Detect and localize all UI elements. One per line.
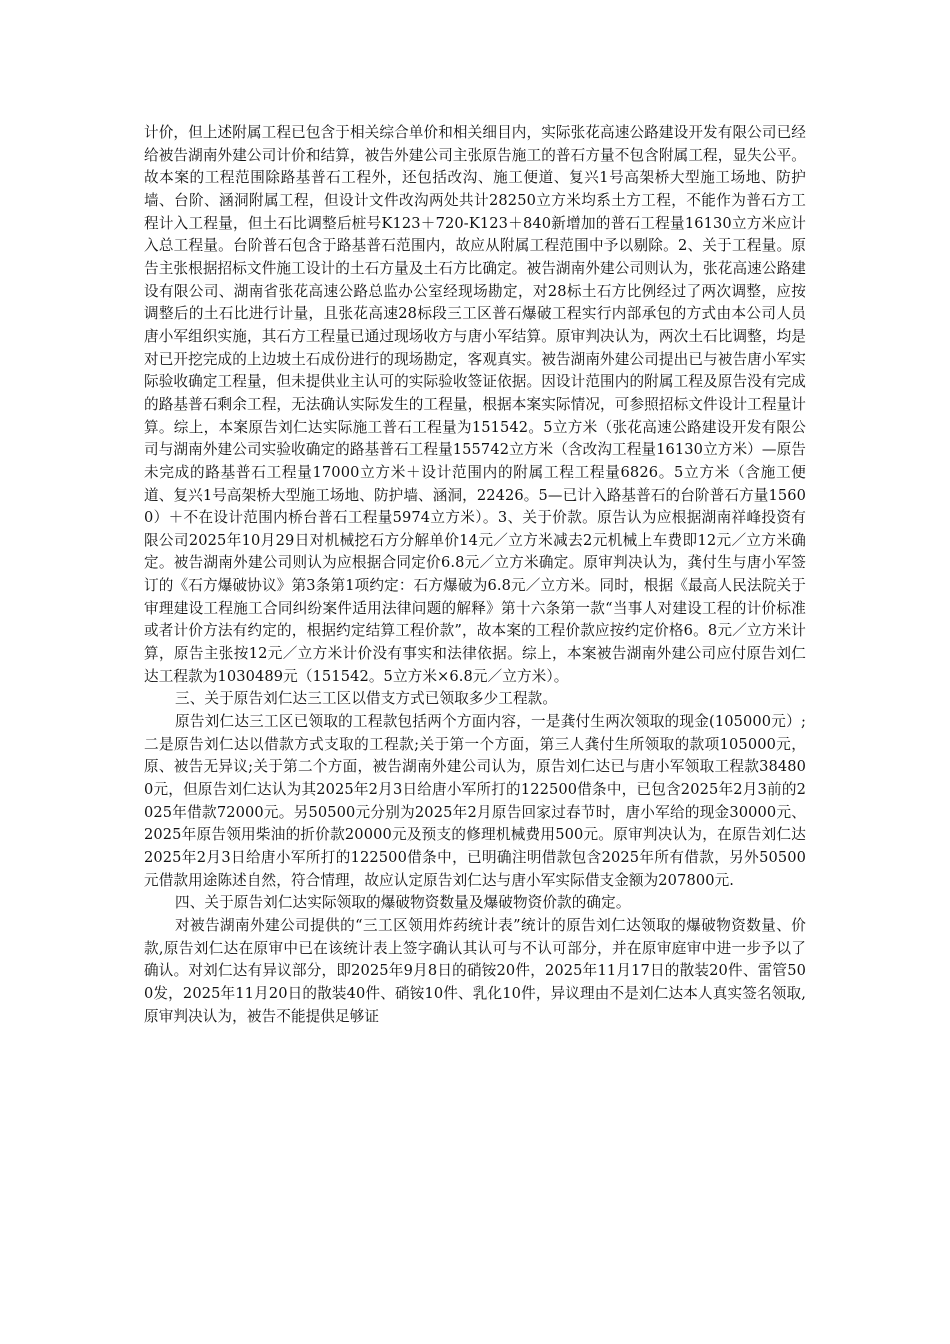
section-heading-four: 四、关于原告刘仁达实际领取的爆破物资数量及爆破物资价款的确定。 [175, 894, 631, 912]
document-body [144, 122, 806, 1028]
paragraph-advances-received: 原告刘仁达三工区已领取的工程款包括两个方面内容，一是龚付生两次领取的现金(105000元）;二是原告刘仁达以借款方式支取的工程款;关于第一个方面，第三人龚付生所领取的款项105000元，原、被告无异议;关于第二个方面，被告湖南外建公司认为，原告刘仁达已与唐小军领取工程款384800元，但原告刘仁达认为其2025年2月3日给唐小军所打的122500借条中，已包含2025年2月3前的2025年借款72000元。另50500元分别为2025年2月原告回家过春节时，唐小军给的现金30000元、2025年原告领用柴油的折价款20000元及预支的修理机械费用500元。原审判决认为，在原告刘仁达2025年2月3日给唐小军所打的122500借条中，已明确注明借款包含2025年所有借款，另外50500元借款用途陈述自然，符合情理，故应认定原告刘仁达与唐小军实际借支金额为207800元. [144, 713, 806, 889]
paragraph-blasting-materials: 对被告湖南外建公司提供的“三工区领用炸药统计表”统计的原告刘仁达领取的爆破物资数量、价款,原告刘仁达在原审中已在该统计表上签字确认其认可与不认可部分，并在原审庭审中进一步予以了确认。对刘仁达有异议部分，即2025年9月8日的硝铵20件，2025年11月17日的散装20件、雷管500发，2025年11月20日的散装40件、硝铵10件、乳化10件，异议理由不是刘仁达本人真实签名领取,原审判决认为，被告不能提供足够证 [144, 916, 806, 1025]
section-heading-three: 三、关于原告刘仁达三工区以借支方式已领取多少工程款。 [175, 690, 558, 708]
paragraph-project-scope-and-quantity: 计价，但上述附属工程已包含于相关综合单价和相关细目内，实际张花高速公路建设开发有限公司已经给被告湖南外建公司计价和结算，被告外建公司主张原告施工的普石方量不包含附属工程，显失公平。故本案的工程范围除路基普石工程外，还包括改沟、施工便道、复兴1号高架桥大型施工场地、防护墙、台阶、涵洞附属工程，但设计文件改沟两处共计28250立方米均系土方工程，不能作为普石方工程计入工程量，但土石比调整后桩号K123＋720-K123＋840新增加的普石工程量16130立方米应计入总工程量。台阶普石包含于路基普石范围内，故应从附属工程范围中予以剔除。2、关于工程量。原告主张根据招标文件施工设计的土石方量及土石方比确定。被告湖南外建公司则认为，张花高速公路建设有限公司、湖南省张花高速公路总监办公室经现场勘定，对28标土石方比例经过了两次调整，应按调整后的土石比进行计量，且张花高速28标段三工区普石爆破工程实行内部承包的方式由本公司人员唐小军组织实施，其石方工程量已通过现场收方与唐小军结算。原审判决认为，两次土石比调整，均是对已开挖完成的上边坡土石成份进行的现场勘定，客观真实。被告湖南外建公司提出已与被告唐小军实际验收确定工程量，但未提供业主认可的实际验收签证依据。因设计范围内的附属工程及原告没有完成的路基普石剩余工程，无法确认实际发生的工程量，根据本案实际情况，可参照招标文件设计工程量计算。综上，本案原告刘仁达实际施工普石工程量为151542。5立方米（张花高速公路建设开发有限公司与湖南外建公司实验收确定的路基普石工程量155742立方米（含改沟工程量16130立方米）—原告未完成的路基普石工程量17000立方米＋设计范围内的附属工程工程量6826。5立方米（含施工便道、复兴1号高架桥大型施工场地、防护墙、涵洞，22426。5—已计入路基普石的台阶普石方量15600）＋不在设计范围内桥台普石工程量5974立方米）。3、关于价款。原告认为应根据湖南祥峰投资有限公司2025年10月29日对机械挖石方分解单价14元／立方米减去2元机械上车费即12元／立方米确定。被告湖南外建公司则认为应根据合同定价6.8元／立方米确定。原审判决认为，龚付生与唐小军签订的《石方爆破协议》第3条第1项约定：石方爆破为6.8元／立方米。同时，根据《最高人民法院关于审理建设工程施工合同纠纷案件适用法律问题的解释》第十六条第一款“当事人对建设工程的计价标准或者计价方法有约定的，根据约定结算工程价款”，故本案的工程价款应按约定价格6。8元／立方米计算，原告主张按12元／立方米计价没有事实和法律依据。综上，本案被告湖南外建公司应付原告刘仁达工程款为1030489元（151542。5立方米×6.8元／立方米）。 [144, 124, 806, 685]
